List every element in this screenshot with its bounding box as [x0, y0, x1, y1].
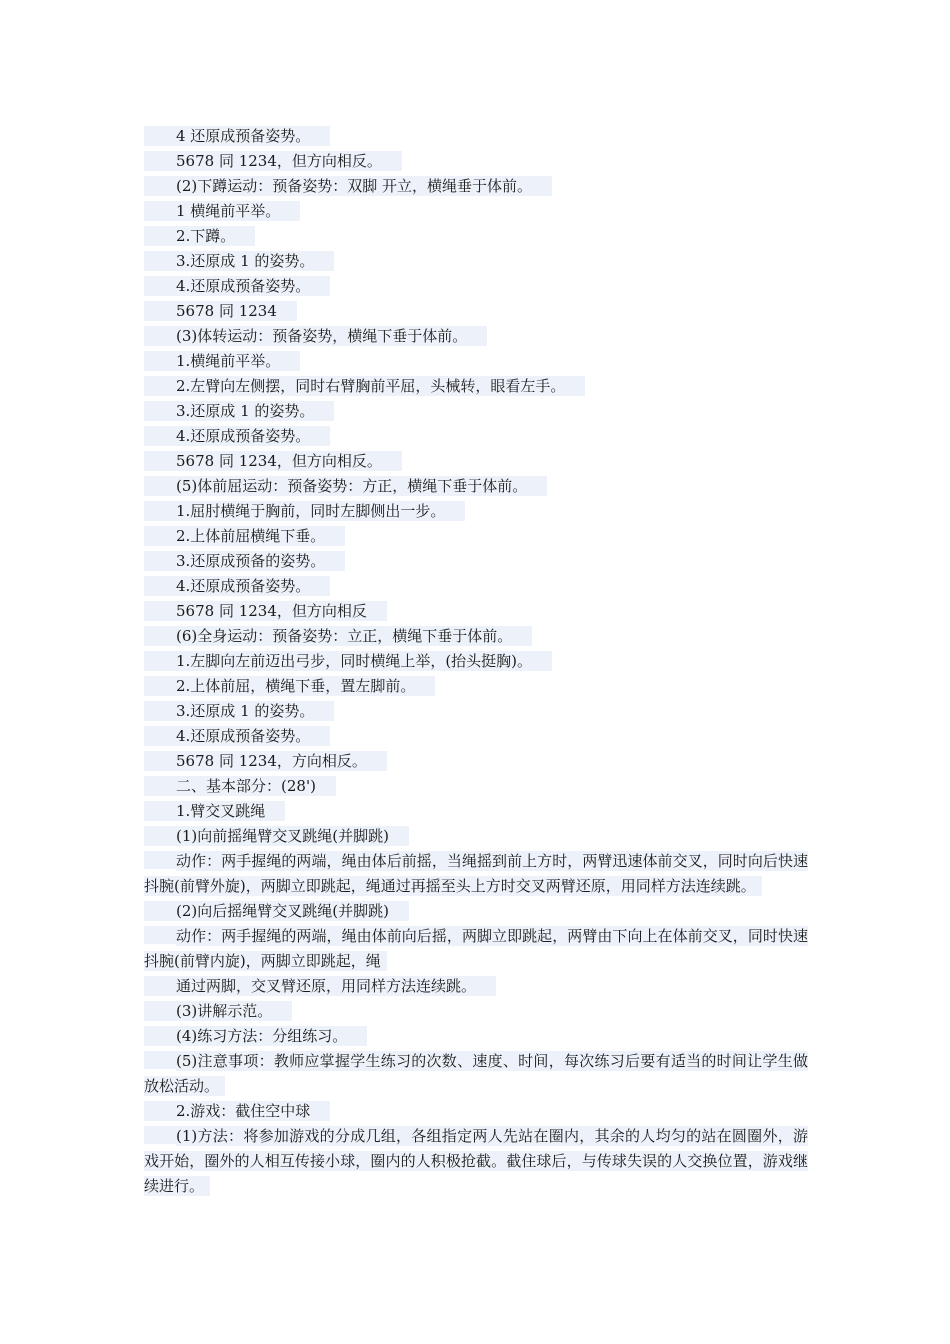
text-line: (2)向后摇绳臂交叉跳绳(并脚跳): [144, 899, 808, 924]
text-line: 4.还原成预备姿势。: [144, 574, 808, 599]
text-line: 2.上体前屈横绳下垂。: [144, 524, 808, 549]
text-line: 通过两脚，交叉臂还原，用同样方法连续跳。: [144, 974, 808, 999]
text-line: (3)讲解示范。: [144, 999, 808, 1024]
paragraph: 动作：两手握绳的两端，绳由体前向后摇，两脚立即跳起，两臂由下向上在体前交叉，同时快速抖腕(前臂内旋)，两脚立即跳起，绳: [144, 927, 808, 970]
text-line: 4 还原成预备姿势。: [144, 124, 808, 149]
paragraph: (1)方法：将参加游戏的分成几组，各组指定两人先站在圈内，其余的人均匀的站在圆圈外，游戏开始，圈外的人相互传接小球，圈内的人积极抢截。截住球后，与传球失误的人交换位置，游戏继续进行。: [144, 1127, 808, 1195]
text-line: (2)下蹲运动：预备姿势：双脚 开立，横绳垂于体前。: [144, 174, 808, 199]
text-line: 3.还原成预备的姿势。: [144, 549, 808, 574]
text-line: 1.左脚向左前迈出弓步，同时横绳上举，(抬头挺胸)。: [144, 649, 808, 674]
document-body: [144, 124, 808, 1199]
text-line: 4.还原成预备姿势。: [144, 274, 808, 299]
text-line: 2.左臂向左侧摆，同时右臂胸前平屈，头械转，眼看左手。: [144, 374, 808, 399]
text-line: 5678 同 1234: [144, 299, 808, 324]
text-line: (6)全身运动：预备姿势：立正，横绳下垂于体前。: [144, 624, 808, 649]
text-line: 2.下蹲。: [144, 224, 808, 249]
text-line: 5678 同 1234，但方向相反。: [144, 449, 808, 474]
text-line: 5678 同 1234，但方向相反。: [144, 149, 808, 174]
text-line: (1)向前摇绳臂交叉跳绳(并脚跳): [144, 824, 808, 849]
text-line: 3.还原成 1 的姿势。: [144, 249, 808, 274]
text-line: 1 横绳前平举。: [144, 199, 808, 224]
text-line: 4.还原成预备姿势。: [144, 724, 808, 749]
text-line: 5678 同 1234，方向相反。: [144, 749, 808, 774]
text-line: (3)体转运动：预备姿势，横绳下垂于体前。: [144, 324, 808, 349]
text-line: 2.上体前屈，横绳下垂，置左脚前。: [144, 674, 808, 699]
text-line: (4)练习方法：分组练习。: [144, 1024, 808, 1049]
text-line: 5678 同 1234，但方向相反: [144, 599, 808, 624]
text-line: 3.还原成 1 的姿势。: [144, 399, 808, 424]
paragraph: 动作：两手握绳的两端，绳由体后前摇，当绳摇到前上方时，两臂迅速体前交叉，同时向后快速抖腕(前臂外旋)，两脚立即跳起，绳通过再摇至头上方时交叉两臂还原，用同样方法连续跳。: [144, 852, 808, 895]
section-heading: 二、基本部分：(28'): [144, 774, 808, 799]
text-line: (5)体前屈运动：预备姿势：方正，横绳下垂于体前。: [144, 474, 808, 499]
subsection-heading: 1.臂交叉跳绳: [144, 799, 808, 824]
text-line: 4.还原成预备姿势。: [144, 424, 808, 449]
text-line: 1.屈肘横绳于胸前，同时左脚侧出一步。: [144, 499, 808, 524]
paragraph: (5)注意事项：教师应掌握学生练习的次数、速度、时间，每次练习后要有适当的时间让学生做放松活动。: [144, 1052, 808, 1095]
text-line: 1.横绳前平举。: [144, 349, 808, 374]
text-line: 3.还原成 1 的姿势。: [144, 699, 808, 724]
subsection-heading: 2.游戏：截住空中球: [144, 1099, 808, 1124]
